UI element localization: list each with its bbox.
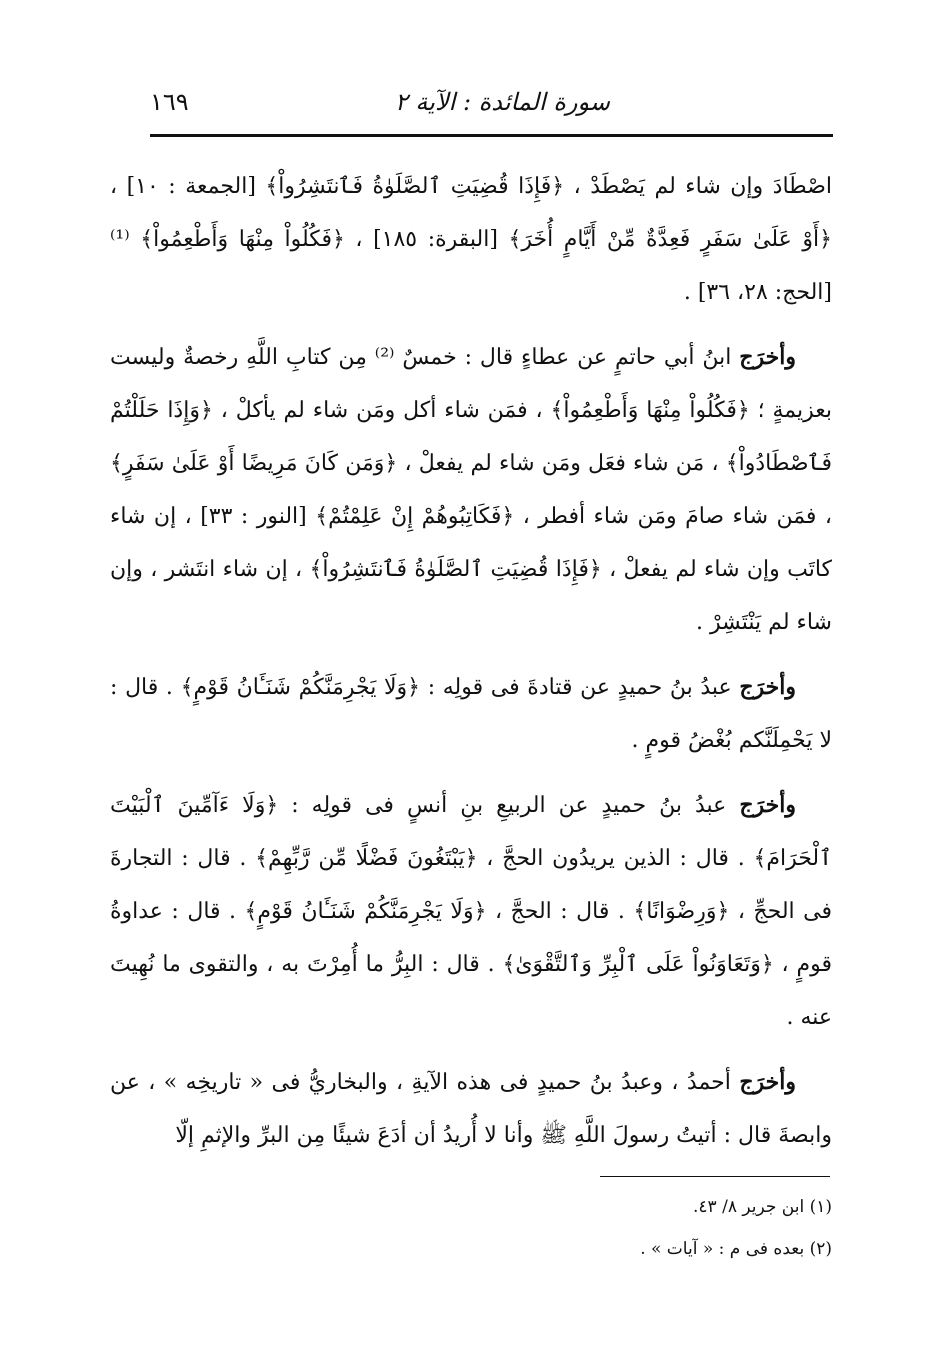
paragraph-text: اصْطَادَ وإن شاء لم يَصْطَدْ ، ﴿فَإِذَا قُضِيَتِ ٱلصَّلَوٰةُ فَٱنتَشِرُواْ﴾ [الجمعة : ١٠] ، ﴿أَوْ عَلَىٰ سَفَرٍ فَعِدَّةٌ مِّنْ أَيَّامٍ أُخَرَ﴾ [البقرة: ١٨٥] ، ﴿فَكُلُواْ مِنْهَا وَأَطْعِمُواْ﴾ ⁽¹⁾ [الحج: ٢٨، ٣٦] . — [110, 174, 832, 305]
paragraph-lead: وأخرَج — [739, 344, 796, 370]
header-rule — [150, 134, 833, 137]
paragraph-lead: وأخرَج — [739, 674, 796, 700]
paragraph-text: أحمدُ ، وعبدُ بنُ حميدٍ فى هذه الآيةِ ، والبخاريُّ فى « تاريخِه » ، عن وابصةَ قال : أتيتُ رسولَ اللَّهِ ﷺ وأنا لا أُريدُ أن أدَعَ شيئًا مِن البرِّ والإثمِ إلّا — [110, 1070, 832, 1148]
paragraph — [110, 160, 832, 319]
paragraph-lead: وأخرَج — [739, 1069, 796, 1095]
page-header — [150, 88, 830, 124]
footnote-1: (١) ابن جرير ٨/ ٤٣. — [693, 1197, 832, 1217]
page-number: ١٦٩ — [150, 88, 189, 116]
footnote-2: (٢) بعده فى م : « آيات » . — [640, 1239, 832, 1259]
paragraph-text: عبدُ بنُ حميدٍ عن الربيعِ بنِ أنسٍ فى قولِه : ﴿وَلَا ءَآمِّينَ ٱلْبَيْتَ ٱلْحَرَامَ﴾ . قال : الذين يريدُون الحجَّ ، ﴿يَبْتَغُونَ فَضْلًا مِّن رَّبِّهِمْ﴾ . قال : التجارةَ فى الحجِّ ، ﴿وَرِضْوَانًا﴾ . قال : الحجَّ ، ﴿وَلَا يَجْرِمَنَّكُمْ شَنَـَٔانُ قَوْمٍ﴾ . قال : عداوةُ قومٍ ، ﴿وَتَعَاوَنُواْ عَلَى ٱلْبِرِّ وَٱلتَّقْوَىٰ﴾ . قال : البِرُّ ما أُمِرْتَ به ، والتقوى ما نُهِيتَ عنه . — [110, 793, 832, 1030]
paragraph — [110, 661, 832, 767]
paragraph-lead: وأخرَج — [739, 792, 796, 818]
paragraph — [110, 1056, 832, 1162]
footnote-rule — [600, 1176, 830, 1177]
paragraph — [110, 331, 832, 649]
footnotes — [500, 1186, 832, 1270]
paragraph-text: ابنُ أبي حاتمٍ عن عطاءٍ قال : خمسٌ ⁽²⁾ مِن كتابِ اللَّهِ رخصةٌ وليست بعزيمةٍ ؛ ﴿فَكُلُواْ مِنْهَا وَأَطْعِمُواْ﴾ ، فمَن شاء أكل ومَن شاء لم يأكلْ ، ﴿وَإِذَا حَلَلْتُمْ فَٱصْطَادُواْ﴾ ، مَن شاء فعَل ومَن شاء لم يفعلْ ، ﴿وَمَن كَانَ مَرِيضًا أَوْ عَلَىٰ سَفَرٍ﴾ ، فمَن شاء صامَ ومَن شاء أفطر ، ﴿فَكَاتِبُوهُمْ إِنْ عَلِمْتُمْ﴾ [النور : ٣٣] ، إن شاء كاتَب وإن شاء لم يفعلْ ، ﴿فَإِذَا قُضِيَتِ ٱلصَّلَوٰةُ فَٱنتَشِرُواْ﴾ ، إن شاء انتَشر ، وإن شاء لم يَنْتَشِرْ . — [110, 345, 833, 635]
main-text — [110, 160, 832, 1174]
running-title: سورة المائدة : الآية ٢ — [394, 88, 610, 116]
paragraph — [110, 779, 832, 1044]
paragraph-text: عبدُ بنُ حميدٍ عن قتادةَ فى قولِه : ﴿وَلَا يَجْرِمَنَّكُمْ شَنَـَٔانُ قَوْمٍ﴾ . قال : لا يَحْمِلَنَّكم بُغْضُ قومٍ . — [110, 675, 832, 753]
